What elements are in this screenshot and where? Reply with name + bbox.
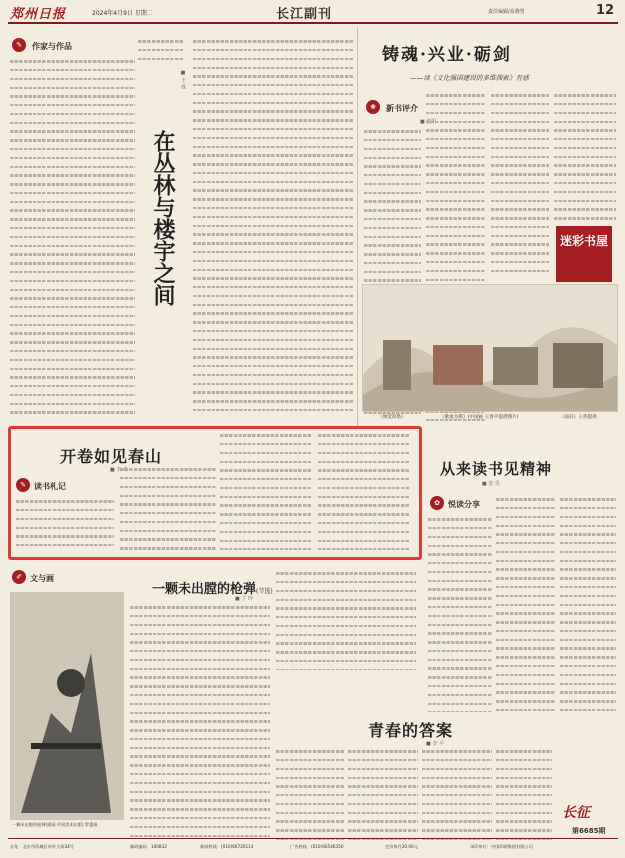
reading-notes-title: 读书札记	[34, 482, 66, 491]
footer-address: 社址：北京市西城区阜外大街34号	[10, 844, 74, 849]
forest-article-title: 在丛林与楼宇之间	[150, 130, 176, 306]
youth-article-title: 青春的答案	[368, 721, 454, 740]
soul-article-author: ■ 张阳	[420, 119, 437, 125]
stamp-text: 迷彩书屋	[560, 234, 609, 248]
forest-body-text	[193, 38, 353, 418]
handwritten-signature: 长征	[562, 805, 590, 821]
gun-article-author: ■ 丁 玲	[235, 596, 253, 602]
spring-body-col2	[120, 466, 216, 550]
soul-body-col4	[554, 92, 616, 222]
column-divider	[357, 28, 358, 428]
bookmark-icon: ✎	[12, 38, 26, 52]
literature-art-title: 文与画	[30, 574, 54, 583]
masthead	[0, 0, 625, 22]
footer-printer: 承印单位：中国印刷集团有限公司	[470, 844, 533, 849]
new-book-review-title: 新书评介	[386, 104, 418, 113]
woodcut-illustration-image	[11, 593, 123, 819]
camouflage-bookstore-stamp	[556, 226, 612, 282]
spring-body-col4	[318, 432, 410, 550]
author-column-header	[12, 38, 112, 54]
share-icon: ✿	[430, 496, 444, 510]
spirit-article-author: ■ 张 乐	[482, 481, 500, 487]
footer	[0, 842, 625, 858]
issue-number: 第6685期	[572, 827, 606, 835]
gun-title-suffix: (节选)	[256, 588, 273, 595]
book-icon: ❀	[366, 100, 380, 114]
joy-sharing-title: 悦读分享	[448, 500, 480, 509]
brush-icon: ✐	[12, 570, 26, 584]
soul-article-title: 铸魂·兴业·砺剑	[382, 45, 512, 65]
footer-ad-phone: 广告热线：(010)66546350	[290, 844, 344, 849]
gun-illustration-caption: 一颗未出膛的枪弹(插画 中国美术出版) 罗惠娟	[12, 822, 98, 827]
spirit-article-title: 从来读书见精神	[440, 460, 553, 478]
youth-article-author: ■ 李 平	[426, 741, 444, 747]
footer-price: 定价每月20.00元	[385, 844, 418, 849]
section-title: 长江副刊	[276, 7, 333, 22]
forest-article-author: ■ 王 成	[180, 70, 186, 90]
author-column-title: 作家与作品	[32, 42, 72, 51]
spring-article-title: 开卷如见春山	[60, 447, 163, 466]
painting-caption-mid: 《歌血为援》(中国画 王春平提供图片)	[440, 415, 519, 420]
author-column-body	[10, 58, 135, 420]
page-number: 12	[596, 3, 615, 18]
literature-art-header	[12, 570, 112, 586]
gun-title-main: 一颗未出膛的枪弹	[152, 582, 257, 597]
footer-rule	[8, 838, 618, 839]
ink-painting-image	[363, 285, 617, 411]
painting-strip	[362, 284, 618, 412]
painting-caption-left: 《闻觉同塔》	[378, 415, 406, 420]
gun-body-col1	[130, 604, 270, 840]
notes-icon: ✎	[16, 478, 30, 492]
footer-phone: 新闻热线：(010)66720114	[200, 844, 254, 849]
youth-body-col4	[496, 748, 552, 840]
gun-body-col2	[276, 570, 416, 670]
footer-postal: 邮政编码：100832	[130, 844, 167, 849]
masthead-rule	[8, 22, 618, 24]
spring-body-col1	[16, 498, 114, 550]
spirit-body-col3	[560, 496, 616, 712]
newspaper-logo: 郑州日报	[10, 7, 67, 22]
painting-caption-right: 《战轩》王伟提供	[560, 415, 597, 420]
gun-illustration	[10, 592, 124, 820]
youth-body-col2	[348, 748, 418, 840]
youth-body-col1	[276, 748, 344, 840]
spirit-body-col1	[428, 516, 492, 712]
gun-article-title	[152, 578, 273, 597]
forest-intro-text	[138, 38, 184, 66]
reading-notes-header	[16, 478, 116, 494]
editor-credits: 责任编辑/高骁男	[488, 9, 525, 15]
spirit-body-col2	[496, 496, 556, 712]
issue-date: 2024年4月9日 星期二	[92, 10, 153, 17]
soul-article-subtitle: ——读《文化强国建设的多维探索》有感	[410, 74, 529, 82]
soul-body-col3	[491, 92, 549, 272]
spring-article-author: ■ 李 卓	[110, 467, 128, 473]
youth-body-col3	[422, 748, 492, 840]
spring-body-col3	[220, 432, 312, 550]
